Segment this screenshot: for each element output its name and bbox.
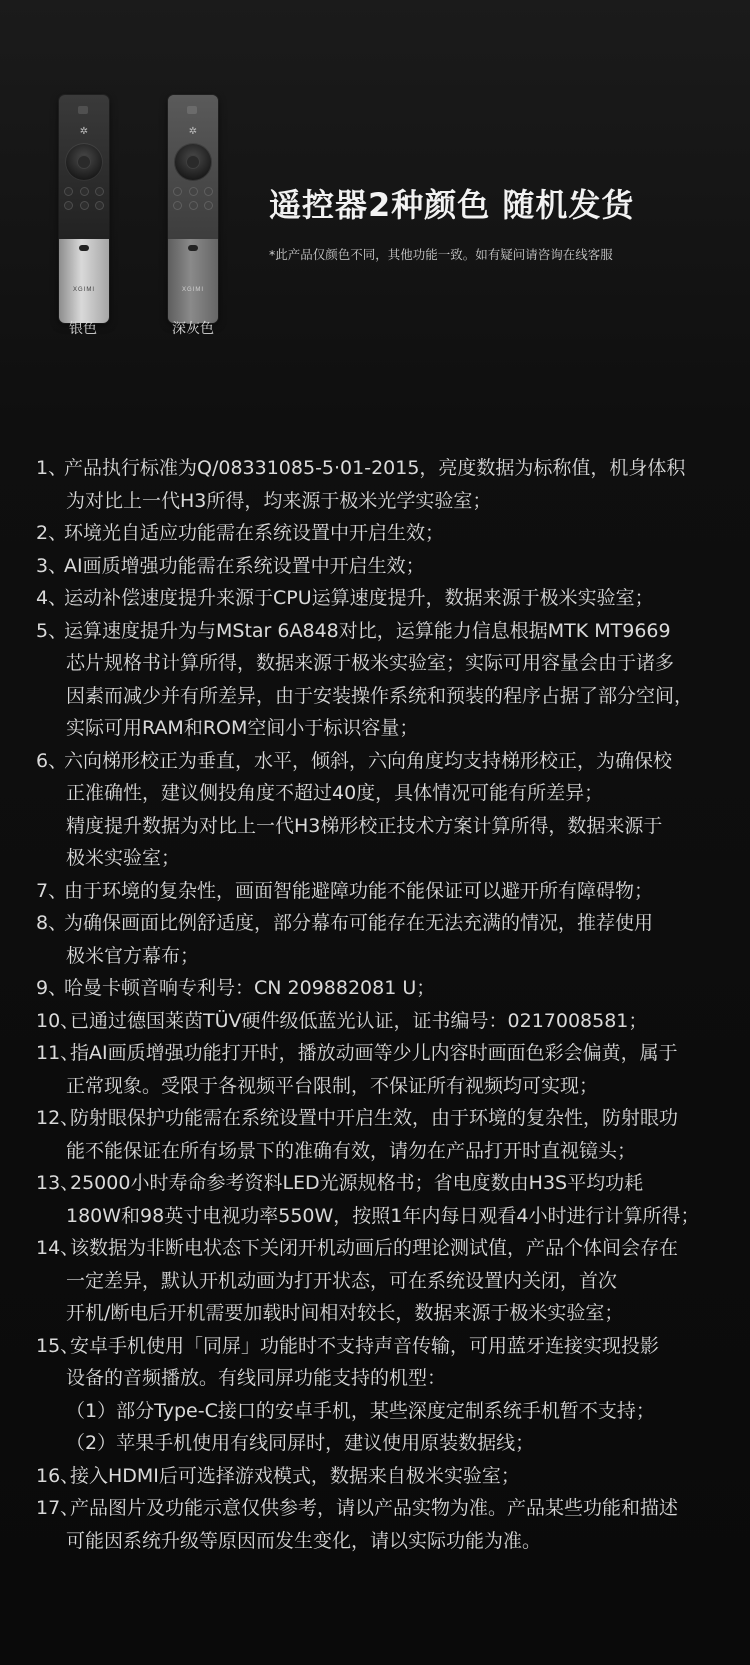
note-text-line: 180W和98英寸电视功率550W，按照1年内每日观看4小时进行计算所得； <box>66 1204 700 1227</box>
note-text-line: 极米官方幕布； <box>66 944 200 967</box>
note-text-line: （1）部分Type-C接口的安卓手机，某些深度定制系统手机暂不支持； <box>66 1399 655 1422</box>
note-number: 14、 <box>36 1237 80 1259</box>
note-text-line: 六向梯形校正为垂直，水平，倾斜，六向角度均支持梯形校正，为确保校 <box>64 749 673 772</box>
note-text-line: 防射眼保护功能需在系统设置中开启生效，由于环境的复杂性，防射眼功 <box>70 1107 679 1129</box>
note-text-line: 安卓手机使用「同屏」功能时不支持声音传输，可用蓝牙连接实现投影 <box>70 1334 660 1357</box>
note-text-line: 开机/断电后开机需要加载时间相对较长，数据来源于极米实验室； <box>66 1302 624 1324</box>
note-text-line: 芯片规格书计算所得，数据来源于极米实验室；实际可用容量会由于诸多 <box>66 652 675 674</box>
note-text-line: （2）苹果手机使用有线同屏时，建议使用原装数据线； <box>66 1432 535 1454</box>
note-number: 4、 <box>36 587 68 609</box>
note-number: 16、 <box>36 1464 80 1487</box>
note-number: 8、 <box>36 912 68 934</box>
note-number: 1、 <box>36 457 68 479</box>
remote-brand-logo: XGIMI <box>72 287 95 293</box>
note-text-line: 运算速度提升为与MStar 6A848对比，运算能力信息根据MTK MT9669 <box>64 619 671 642</box>
note-text-line: 能不能保证在所有场景下的准确有效，请勿在产品打开时直视镜头； <box>66 1139 637 1162</box>
note-text-line: 指AI画质增强功能打开时，播放动画等少儿内容时画面色彩会偏黄，属于 <box>70 1042 678 1064</box>
note-text-line: 实际可用RAM和ROM空间小于标识容量； <box>66 717 419 739</box>
note-text-line: 由于环境的复杂性，画面智能避障功能不能保证可以避开所有障碍物； <box>64 879 654 902</box>
note-number: 3、 <box>36 554 68 577</box>
note-text-line: 已通过德国莱茵TÜV硬件级低蓝光认证，证书编号：0217008581； <box>70 1009 648 1032</box>
remote-gray-label: 深灰色 <box>172 321 214 337</box>
remote-dpad <box>174 143 212 181</box>
note-number: 11、 <box>36 1042 80 1064</box>
note-number: 9、 <box>36 977 68 999</box>
note-number: 7、 <box>36 879 68 902</box>
note-number: 13、 <box>36 1172 80 1194</box>
note-text-line: 设备的音频播放。有线同屏功能支持的机型： <box>66 1367 447 1389</box>
note-text-line: 环境光自适应功能需在系统设置中开启生效； <box>64 522 445 544</box>
remote-gray-image: ✲ XGIMI <box>168 95 218 323</box>
section-title: 遥控器2种颜色 随机发货 <box>269 186 635 224</box>
remote-silver <box>59 95 111 323</box>
note-text-line: 正常现象。受限于各视频平台限制，不保证所有视频均可实现； <box>66 1074 599 1097</box>
note-number: 5、 <box>36 619 68 642</box>
note-text-line: 该数据为非断电状态下关闭开机动画后的理论测试值，产品个体间会存在 <box>70 1237 679 1259</box>
note-number: 10、 <box>36 1009 80 1032</box>
section-note: *此产品仅颜色不同，其他功能一致。如有疑问请咨询在线客服 <box>269 247 613 262</box>
note-text-line: 为对比上一代H3所得，均来源于极米光学实验室； <box>66 489 492 512</box>
note-text-line: 接入HDMI后可选择游戏模式，数据来自极米实验室； <box>70 1464 520 1487</box>
note-text-line: 因素而减少并有所差异，由于安装操作系统和预装的程序占据了部分空间， <box>66 684 694 707</box>
note-text-line: 为确保画面比例舒适度，部分幕布可能存在无法充满的情况，推荐使用 <box>64 912 654 934</box>
note-number: 17、 <box>36 1497 80 1519</box>
remote-silver-label: 银色 <box>69 321 97 337</box>
note-text-line: 哈曼卡顿音响专利号：CN 209882081 U； <box>64 977 436 999</box>
remote-brand-logo: XGIMI <box>181 287 204 293</box>
note-number: 12、 <box>36 1107 80 1129</box>
remote-gray <box>168 95 220 323</box>
note-number: 2、 <box>36 522 68 544</box>
note-number: 6、 <box>36 749 68 772</box>
note-text-line: 产品图片及功能示意仅供参考，请以产品实物为准。产品某些功能和描述 <box>70 1497 679 1519</box>
note-text-line: 25000小时寿命参考资料LED光源规格书；省电度数由H3S平均功耗 <box>70 1172 644 1194</box>
note-text-line: 运动补偿速度提升来源于CPU运算速度提升，数据来源于极米实验室； <box>64 587 654 609</box>
remote-silver-image: ✲ XGIMI <box>59 95 109 323</box>
note-text-line: 可能因系统升级等原因而发生变化，请以实际功能为准。 <box>66 1529 542 1552</box>
note-text-line: 产品执行标准为Q/08331085-5·01-2015，亮度数据为标称值，机身体积 <box>64 457 686 479</box>
note-text-line: 正准确性，建议侧投角度不超过40度，具体情况可能有所差异； <box>66 782 604 804</box>
note-text-line: AI画质增强功能需在系统设置中开启生效； <box>64 554 425 577</box>
note-text-line: 精度提升数据为对比上一代H3梯形校正技术方案计算所得，数据来源于 <box>66 814 663 837</box>
note-number: 15、 <box>36 1334 80 1357</box>
note-text-line: 一定差异，默认开机动画为打开状态，可在系统设置内关闭，首次 <box>66 1269 618 1292</box>
remote-dpad <box>65 143 103 181</box>
note-text-line: 极米实验室； <box>66 847 181 869</box>
